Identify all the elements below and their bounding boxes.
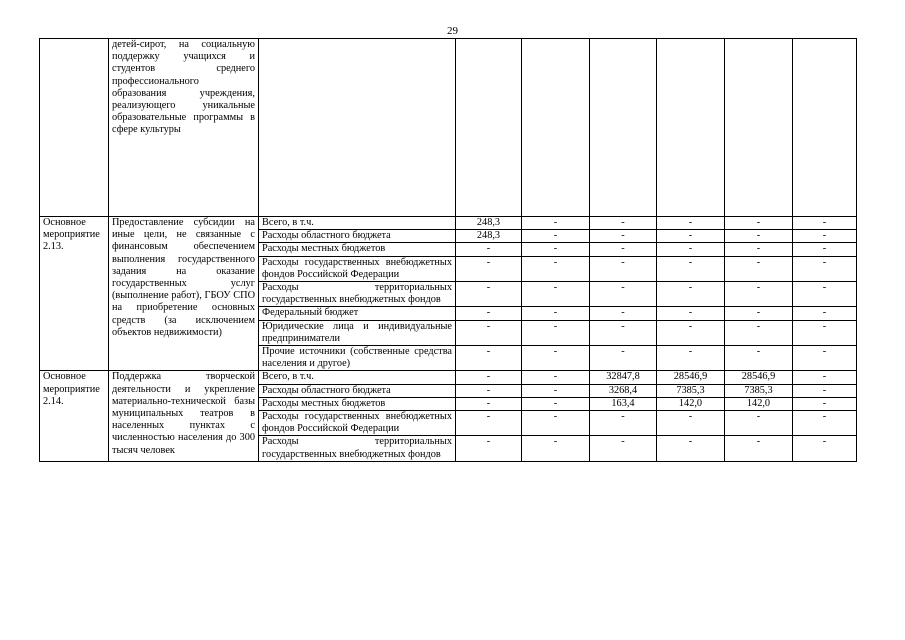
amount-cell: -: [522, 397, 590, 410]
amount-cell: -: [657, 320, 725, 345]
empty-cell: [522, 39, 590, 217]
amount-cell: -: [725, 346, 793, 371]
funding-source-label: Расходы государственных внебюджетных фондов Российской Федерации: [259, 411, 456, 436]
amount-cell: -: [590, 230, 657, 243]
empty-cell: [657, 39, 725, 217]
amount-cell: -: [725, 436, 793, 461]
amount-cell: -: [456, 346, 522, 371]
amount-cell: 28546,9: [657, 371, 725, 384]
amount-cell: -: [522, 243, 590, 256]
amount-cell: -: [725, 282, 793, 307]
measure-name: Основное мероприятие 2.13.: [40, 217, 109, 371]
amount-cell: -: [725, 217, 793, 230]
amount-cell: 142,0: [657, 397, 725, 410]
amount-cell: -: [657, 307, 725, 320]
funding-source-label: Всего, в т.ч.: [259, 371, 456, 384]
amount-cell: -: [522, 282, 590, 307]
funding-source-label: Федеральный бюджет: [259, 307, 456, 320]
amount-cell: -: [793, 282, 857, 307]
amount-cell: -: [657, 346, 725, 371]
amount-cell: -: [456, 384, 522, 397]
funding-source-label: Расходы местных бюджетов: [259, 397, 456, 410]
amount-cell: -: [590, 436, 657, 461]
amount-cell: 248,3: [456, 217, 522, 230]
amount-cell: -: [793, 217, 857, 230]
empty-cell: [793, 39, 857, 217]
amount-cell: -: [522, 217, 590, 230]
amount-cell: -: [522, 411, 590, 436]
amount-cell: -: [456, 397, 522, 410]
amount-cell: -: [793, 371, 857, 384]
amount-cell: -: [657, 436, 725, 461]
table-row: [40, 371, 857, 384]
amount-cell: -: [793, 320, 857, 345]
funding-source-label: Прочие источники (собственные средства населения и другое): [259, 346, 456, 371]
amount-cell: -: [522, 436, 590, 461]
budget-table: [39, 38, 857, 462]
amount-cell: -: [793, 436, 857, 461]
amount-cell: -: [590, 243, 657, 256]
amount-cell: -: [456, 282, 522, 307]
amount-cell: -: [657, 282, 725, 307]
amount-cell: -: [590, 282, 657, 307]
amount-cell: -: [725, 320, 793, 345]
amount-cell: -: [793, 384, 857, 397]
measure-name: [40, 39, 109, 217]
amount-cell: -: [793, 230, 857, 243]
amount-cell: -: [725, 243, 793, 256]
amount-cell: 163,4: [590, 397, 657, 410]
amount-cell: -: [793, 307, 857, 320]
funding-source-label: Юридические лица и индивидуальные предприниматели: [259, 320, 456, 345]
empty-cell: [259, 39, 456, 217]
amount-cell: 7385,3: [725, 384, 793, 397]
amount-cell: -: [522, 384, 590, 397]
amount-cell: -: [590, 307, 657, 320]
amount-cell: -: [657, 243, 725, 256]
table-row: [40, 39, 857, 217]
funding-source-label: Расходы областного бюджета: [259, 230, 456, 243]
empty-cell: [725, 39, 793, 217]
amount-cell: -: [590, 256, 657, 281]
amount-cell: -: [456, 243, 522, 256]
amount-cell: -: [590, 320, 657, 345]
amount-cell: -: [522, 371, 590, 384]
amount-cell: -: [456, 307, 522, 320]
amount-cell: -: [793, 243, 857, 256]
funding-source-label: Расходы местных бюджетов: [259, 243, 456, 256]
amount-cell: -: [590, 346, 657, 371]
amount-cell: -: [456, 411, 522, 436]
amount-cell: -: [793, 397, 857, 410]
amount-cell: -: [725, 307, 793, 320]
amount-cell: -: [725, 230, 793, 243]
amount-cell: 32847,8: [590, 371, 657, 384]
amount-cell: 28546,9: [725, 371, 793, 384]
measure-description: детей-сирот, на социальную поддержку учащихся и студентов среднего профессионального образования учреждения, реализующего уникальные образовательные программы в сфере культуры: [109, 39, 259, 217]
amount-cell: -: [657, 217, 725, 230]
amount-cell: -: [522, 346, 590, 371]
amount-cell: -: [725, 256, 793, 281]
funding-source-label: Расходы государственных внебюджетных фондов Российской Федерации: [259, 256, 456, 281]
amount-cell: -: [657, 230, 725, 243]
amount-cell: -: [456, 436, 522, 461]
amount-cell: -: [793, 256, 857, 281]
amount-cell: -: [522, 256, 590, 281]
measure-name: Основное мероприятие 2.14.: [40, 371, 109, 461]
amount-cell: -: [522, 307, 590, 320]
empty-cell: [590, 39, 657, 217]
funding-source-label: Всего, в т.ч.: [259, 217, 456, 230]
amount-cell: -: [657, 411, 725, 436]
measure-description: Предоставление субсидии на иные цели, не связанные с финансовым обеспечением выполнения государственного задания на оказание государственных услуг (выполнение работ), ГБОУ СПО на приобретение основных средств (за исключением объектов недвижимости): [109, 217, 259, 371]
amount-cell: -: [456, 320, 522, 345]
amount-cell: 3268,4: [590, 384, 657, 397]
table-body: [40, 39, 857, 462]
amount-cell: -: [522, 320, 590, 345]
amount-cell: 7385,3: [657, 384, 725, 397]
amount-cell: -: [793, 346, 857, 371]
funding-source-label: Расходы областного бюджета: [259, 384, 456, 397]
amount-cell: 142,0: [725, 397, 793, 410]
amount-cell: 248,3: [456, 230, 522, 243]
amount-cell: -: [590, 217, 657, 230]
amount-cell: -: [456, 371, 522, 384]
amount-cell: -: [590, 411, 657, 436]
empty-cell: [456, 39, 522, 217]
amount-cell: -: [793, 411, 857, 436]
amount-cell: -: [657, 256, 725, 281]
amount-cell: -: [456, 256, 522, 281]
funding-source-label: Расходы территориальных государственных внебюджетных фондов: [259, 282, 456, 307]
measure-description: Поддержка творческой деятельности и укрепление материально-технической базы муниципальных театров в населенных пунктах с численностью населения до 300 тысяч человек: [109, 371, 259, 461]
amount-cell: -: [725, 411, 793, 436]
table-row: [40, 217, 857, 230]
page-number: 29: [447, 25, 458, 37]
amount-cell: -: [522, 230, 590, 243]
funding-source-label: Расходы территориальных государственных внебюджетных фондов: [259, 436, 456, 461]
